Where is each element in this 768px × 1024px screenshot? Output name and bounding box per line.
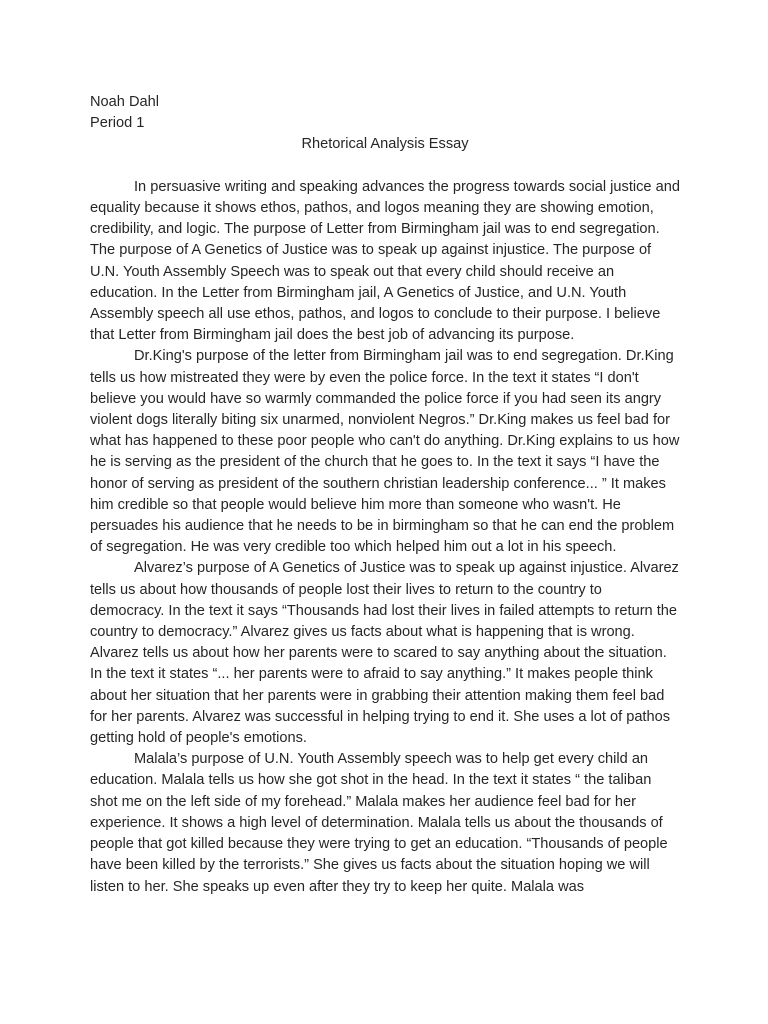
paragraph-dr-king: Dr.King's purpose of the letter from Birmingham jail was to end segregation. Dr.King tells us how mistreated they were by even the police force. In the text it states “I don't believe you would have so warmly commanded the police force if you had seen its angry violent dogs literally biting six unarmed, nonviolent Negros.” Dr.King makes us feel bad for what has happened to these poor people who can't do anything. Dr.King explains to us how he is serving as the president of the church that he goes to. In the text it says “I have the honor of serving as president of the southern christian leadership conference... ” It makes him credible so that people would believe him more than someone who wasn't. He persuades his audience that he needs to be in birmingham so that he can end the problem of segregation. He was very credible too which helped him out a lot in his speech. bbox=[90, 348, 680, 556]
paragraph-alvarez: Alvarez’s purpose of A Genetics of Justice was to speak up against injustice. Alvarez tells us about how thousands of people lost their lives to return to the country to democracy. In the text it says “Thousands had lost their lives in failed attempts to return the country to democracy.” Alvarez gives us facts about what is happening that is wrong. Alvarez tells us about how her parents were to scared to say anything about the situation. In the text it states “... her parents were to afraid to say anything.” It makes people think about her situation that her parents were in grabbing their attention making them feel bad for her parents. Alvarez was successful in helping trying to end it. She uses a lot of pathos getting hold of people's emotions. bbox=[90, 560, 679, 747]
paragraph-intro: In persuasive writing and speaking advances the progress towards social justice and equality because it shows ethos, pathos, and logos meaning they are showing emotion, credibility, and logic. The purpose of Letter from Birmingham jail was to end segregation. The purpose of A Genetics of Justice was to speak up against injustice. The purpose of U.N. Youth Assembly Speech was to speak out that every child should receive an education. In the Letter from Birmingham jail, A Genetics of Justice, and U.N. Youth Assembly speech all use ethos, pathos, and logos to conclude to their purpose. I believe that Letter from Birmingham jail does the best job of advancing its purpose. bbox=[90, 178, 680, 344]
essay-document bbox=[90, 92, 680, 898]
paragraph-malala: Malala’s purpose of U.N. Youth Assembly speech was to help get every child an education. Malala tells us how she got shot in the head. In the text it states “ the taliban shot me on the left side of my forehead.” Malala makes her audience feel bad for her experience. It shows a high level of determination. Malala tells us about the thousands of people that got killed because they were trying to get an education. “Thousands of people have been killed by the terrorists.” She gives us facts about the situation hoping we will listen to her. She speaks up even after they try to keep her quite. Malala was bbox=[90, 751, 668, 895]
class-period: Period 1 bbox=[90, 115, 145, 132]
author-name: Noah Dahl bbox=[90, 94, 159, 110]
essay-title: Rhetorical Analysis Essay bbox=[301, 136, 469, 153]
